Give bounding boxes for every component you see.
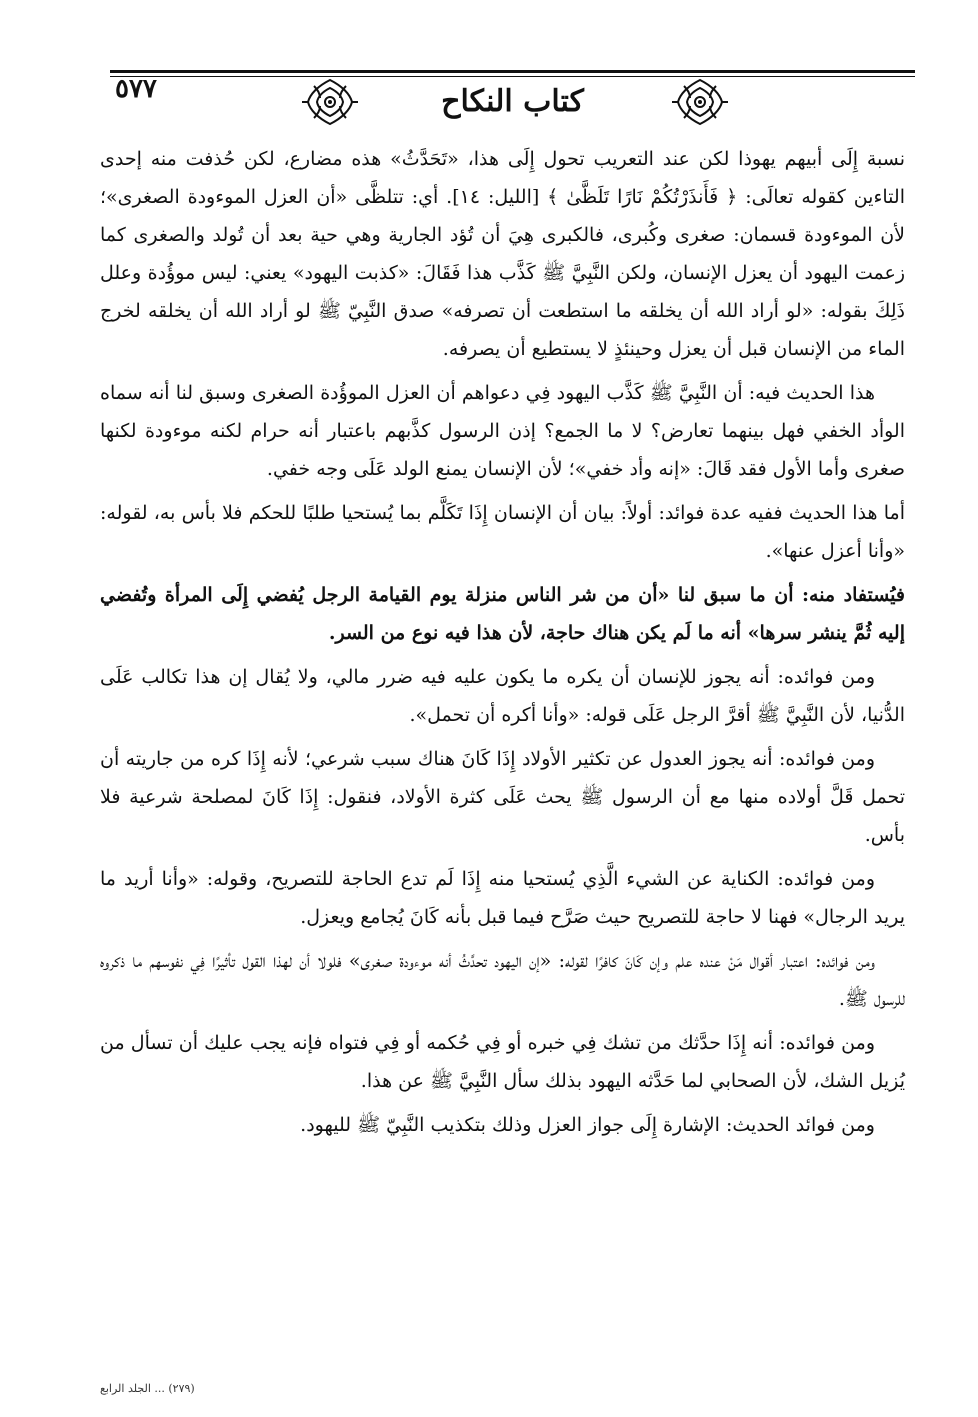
- header-rule: [110, 70, 915, 73]
- chapter-title: كتاب النكاح: [441, 84, 584, 119]
- paragraph: ومن فوائده: الكناية عن الشيء الَّذِي يُستحيا منه إِذَا لَم تدع الحاجة للتصريح، وقوله: «وأنا أريد ما يريد الرجال» فهنا لا حاجة للتصريح حيث صَرَّح فيما قبل بأنه كَانَ يُجامع ويعزل.: [100, 868, 905, 928]
- paragraph: ومن فوائده: اعتبار أقوال مَنْ عنده علم وإن كَانَ كافرًا لقوله: «إن اليهود تحدَّثُ أنه موءودة صغرى» فلولا أن لهذا القول تأثيرًا فِي نفوسهم ما ذكروه للرسول ﷺ.: [100, 950, 905, 1010]
- paragraph: ومن فوائده: أنه يجوز للإنسان أن يكره ما يكون عليه فيه ضرر مالي، ولا يُقال إن هذا تكالب عَلَى الدُّنيا، لأن النَّبِيَّ ﷺ أقرَّ الرجل عَلَى قوله: «وأنا أكره أن تحمل».: [100, 666, 905, 726]
- main-text: [100, 140, 905, 1150]
- paragraph: فيُستفاد منه: أن ما سبق لنا «أن من شر الناس منزلة يوم القيامة الرجل يُفضي إِلَى المرأة وتُفضي إليه ثُمَّ ينشر سرها» أنه ما لَم يكن هناك حاجة، لأن هذا فيه نوع من السر.: [100, 584, 905, 644]
- page-number: ٥٧٧: [115, 74, 157, 104]
- paragraph: هذا الحديث فيه: أن النَّبِيَّ ﷺ كَذَّب اليهود فِي دعواهم أن العزل الموؤُدة الصغرى وسبق لنا أنه سماه الوأد الخفي فهل بينهما تعارض؟ لا ما الجمع؟ إذن الرسول كذَّبهم باعتبار أنه حرام لكنه موءودة لكنها صغرى وأما الأول فقد قَالَ: «إنه وأد خفي»؛ لأن الإنسان يمنع الولد عَلَى وجه خفي.: [100, 382, 905, 480]
- paragraph: ومن فوائد الحديث: الإشارة إِلَى جواز العزل وذلك بتكذيب النَّبِيّ ﷺ لليهود.: [300, 1114, 875, 1136]
- page-header: [110, 60, 915, 140]
- paragraph: ومن فوائده: أنه إِذَا حدَّثك من تشك فِي خبره أو فِي حُكمه أو فِي فتواه فإنه يجب عليك أن تسأل من يُزيل الشك، لأن الصحابي لما حَدَّثه اليهود بذلك سأل النَّبِيَّ ﷺ عن هذا.: [100, 1032, 905, 1092]
- page-footer: (٢٧٩) ... الجلد الرابع: [100, 1382, 195, 1395]
- header-rule-thin: [110, 76, 915, 77]
- paragraph: أما هذا الحديث ففيه عدة فوائد: أولاً: بيان أن الإنسان إِذَا تَكَلَّم بما يُستحيا طلبًا للحكم فلا بأس به، لقوله: «وأنا أعزل عنها».: [100, 502, 905, 562]
- paragraph: نسبة إِلَى أبيهم يهوذا لكن عند التعريب تحول إِلَى هذا، «تَحَدَّثُ» هذه مضارع، لكن حُذفت منه إحدى التاءين كقوله تعالَى: ﴿ فَأَنذَرْتُكُمْ نَارًا تَلَظَّىٰ ﴾ [الليل: ١٤]. أي: تتلظَّى «أن العزل الموءودة الصغرى»؛ لأن الموءودة قسمان: صغرى وكُبرى، فالكبرى هِيَ أن تُؤد الجارية وهي حية بعد أن تُولد والصغرى كما زعمت اليهود أن يعزل الإنسان، ولكن النَّبِيَّ ﷺ كَذَّب هذا فَقَالَ: «كذبت اليهود» يعني: ليس موؤُدة وعلل ذَلِكَ بقوله: «لو أراد الله أن يخلقه ما استطعت أن تصرفه» صدق النَّبِيّ ﷺ لو أراد الله أن يخلقه لخرج الماء من الإنسان قبل أن يعزل وحينئذٍ لا يستطيع أن يصرفه.: [100, 148, 905, 360]
- paragraph: ومن فوائده: أنه يجوز العدول عن تكثير الأولاد إِذَا كَانَ هناك سبب شرعي؛ لأنه إِذَا كره من جاريته أن تحمل قَلَّ أولاده منها مع أن الرسول ﷺ يحث عَلَى كثرة الأولاد، فنقول: إِذَا كَانَ لمصلحة شرعية فلا بأس.: [100, 748, 905, 846]
